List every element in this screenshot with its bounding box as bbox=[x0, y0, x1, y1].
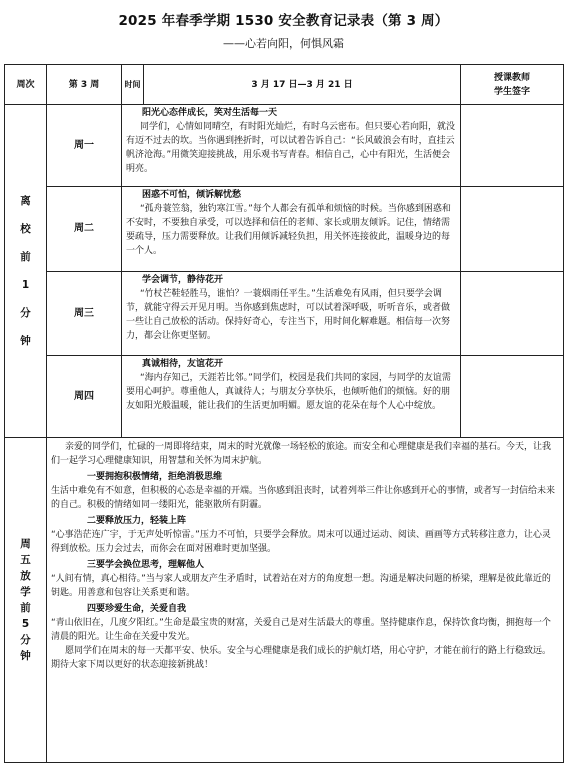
header-dates: 3 月 17 日—3 月 21 日 bbox=[144, 65, 461, 105]
side-char: 校 bbox=[20, 223, 31, 235]
friday-section-heading-2: 二要释放压力，轻装上阵 bbox=[87, 516, 187, 526]
day-body-tue: “孤舟蓑笠翁，独钓寒江雪。”每个人都会有孤单和烦恼的时候。当你感到困惑和不安时，不要独自承受，可以选择和信任的老师、家长或朋友倾诉。记住，情绪需要疏导，压力需要释放。让我们用倾诉减轻负担，用关怀连接彼此，温暖身边的每一个人。 bbox=[126, 204, 451, 256]
side-char: 五 bbox=[20, 554, 31, 566]
sign-cell-mon[interactable] bbox=[461, 105, 564, 187]
day-content-mon bbox=[122, 105, 461, 187]
sign-cell-tue[interactable] bbox=[461, 187, 564, 272]
side-char: 分 bbox=[20, 307, 31, 319]
day-label-wed: 周三 bbox=[47, 272, 122, 356]
side-char: 离 bbox=[20, 195, 31, 207]
header-time: 时间 bbox=[122, 65, 144, 105]
day-body-wed: “竹杖芒鞋轻胜马，谁怕？一蓑烟雨任平生。”生活难免有风雨，但只要学会调节，就能守得云开见月明。当你感到焦虑时，可以试着深呼吸，听听音乐，或者做一些让自己放松的活动。保持好奇心，专注当下，用时间化解难题。相信每一次努力，都会让你更坚韧。 bbox=[126, 289, 451, 341]
day-heading-thu: 真诚相待，友谊花开 bbox=[142, 359, 224, 369]
friday-section-body-4: “青山依旧在，几度夕阳红。”生命是最宝贵的财富，关爱自己是对生活最大的尊重。坚持健康作息，保持饮食均衡，拥抱每一个清晨的阳光。让生命在关爱中发光。 bbox=[51, 618, 551, 642]
day-heading-wed: 学会调节，静待花开 bbox=[142, 275, 224, 285]
friday-section-body-3: “人间有情，真心相待。”当与家人或朋友产生矛盾时，试着站在对方的角度想一想。沟通是解决问题的桥梁，理解是彼此靠近的钥匙。用善意和包容让关系更和谐。 bbox=[51, 574, 551, 598]
day-label-tue: 周二 bbox=[47, 187, 122, 272]
side-label-leave-1min bbox=[5, 105, 47, 438]
friday-section-body-1: 生活中难免有不如意，但积极的心态是幸福的开端。当你感到沮丧时，试着列举三件让你感到开心的事情，或者写一封信给未来的自己。积极的情绪如同一缕阳光，能驱散所有阴霾。 bbox=[51, 486, 556, 510]
sign-cell-wed[interactable] bbox=[461, 272, 564, 356]
friday-section-heading-3: 三要学会换位思考，理解他人 bbox=[87, 560, 205, 570]
side-char: 周 bbox=[20, 538, 31, 550]
day-content-wed bbox=[122, 272, 461, 356]
side-char: 钟 bbox=[20, 335, 31, 347]
friday-section-heading-4: 四要珍爱生命，关爱自我 bbox=[87, 604, 187, 614]
day-body-mon: 同学们，心情如同晴空，有时阳光灿烂，有时乌云密布。但只要心若向阳，就没有迈不过去的坎。当你遇到挫折时，可以试着告诉自己：“长风破浪会有时，直挂云帆济沧海。”用微笑迎接挑战，用乐观书写青春。相信自己，心中有阳光，生活便会明亮。 bbox=[126, 122, 456, 174]
header-student-sign-label: 学生签字 bbox=[493, 86, 530, 97]
header-row bbox=[5, 65, 564, 105]
friday-section-heading-1: 一要拥抱积极情绪，拒绝消极思维 bbox=[87, 472, 223, 482]
day-row-mon bbox=[5, 105, 564, 187]
side-char: 1 bbox=[21, 279, 30, 291]
day-heading-tue: 困惑不可怕，倾诉解忧愁 bbox=[142, 190, 242, 200]
side-char: 前 bbox=[20, 602, 31, 614]
header-teacher bbox=[461, 65, 564, 105]
day-row-thu bbox=[5, 356, 564, 438]
side-char: 学 bbox=[20, 586, 31, 598]
friday-closing: 愿同学们在周末的每一天都平安、快乐。安全与心理健康是我们成长的护航灯塔，用心守护，才能在前行的路上行稳致远。期待大家下周以更好的状态迎接新挑战！ bbox=[51, 646, 552, 670]
side-char: 前 bbox=[20, 251, 31, 263]
friday-row bbox=[5, 438, 564, 763]
header-week-number: 第 3 周 bbox=[47, 65, 122, 105]
record-table bbox=[4, 64, 564, 763]
side-char: 5 bbox=[21, 618, 30, 630]
day-label-thu: 周四 bbox=[47, 356, 122, 438]
day-content-tue bbox=[122, 187, 461, 272]
friday-section-body-2: “心事浩茫连广宇，于无声处听惊雷。”压力不可怕，只要学会释放。周末可以通过运动、阅读、画画等方式转移注意力，让心灵得到放松。压力会过去，而你会在面对困难时更加坚强。 bbox=[51, 530, 551, 554]
side-label-friday-5min bbox=[5, 438, 47, 763]
day-row-tue bbox=[5, 187, 564, 272]
sign-cell-thu[interactable] bbox=[461, 356, 564, 438]
day-body-thu: “海内存知己，天涯若比邻。”同学们，校园是我们共同的家园，与同学的友谊需要用心呵护。尊重他人，真诚待人；与朋友分享快乐，也倾听他们的烦恼。好的朋友如阳光般温暖，能让我们的生活更加明媚。愿友谊的花朵在每个人心中绽放。 bbox=[126, 373, 451, 411]
header-teacher-label: 授课教师 bbox=[493, 72, 530, 83]
document-subtitle: ——心若向阳，何惧风霜 bbox=[223, 37, 344, 50]
friday-intro: 亲爱的同学们，忙碌的一周即将结束，周末的时光就像一场轻松的旅途。而安全和心理健康是我们幸福的基石。今天，让我们一起学习心理健康知识，用智慧和关怀为周末护航。 bbox=[51, 442, 552, 466]
day-content-thu bbox=[122, 356, 461, 438]
day-row-wed bbox=[5, 272, 564, 356]
side-char: 分 bbox=[20, 634, 31, 646]
side-char: 放 bbox=[20, 570, 31, 582]
friday-content bbox=[47, 438, 564, 763]
side-char: 钟 bbox=[20, 650, 31, 662]
header-week: 周次 bbox=[5, 65, 47, 105]
day-label-mon: 周一 bbox=[47, 105, 122, 187]
day-heading-mon: 阳光心态伴成长，笑对生活每一天 bbox=[142, 108, 278, 118]
document-title: 2025 年春季学期 1530 安全教育记录表（第 3 周） bbox=[118, 13, 449, 29]
